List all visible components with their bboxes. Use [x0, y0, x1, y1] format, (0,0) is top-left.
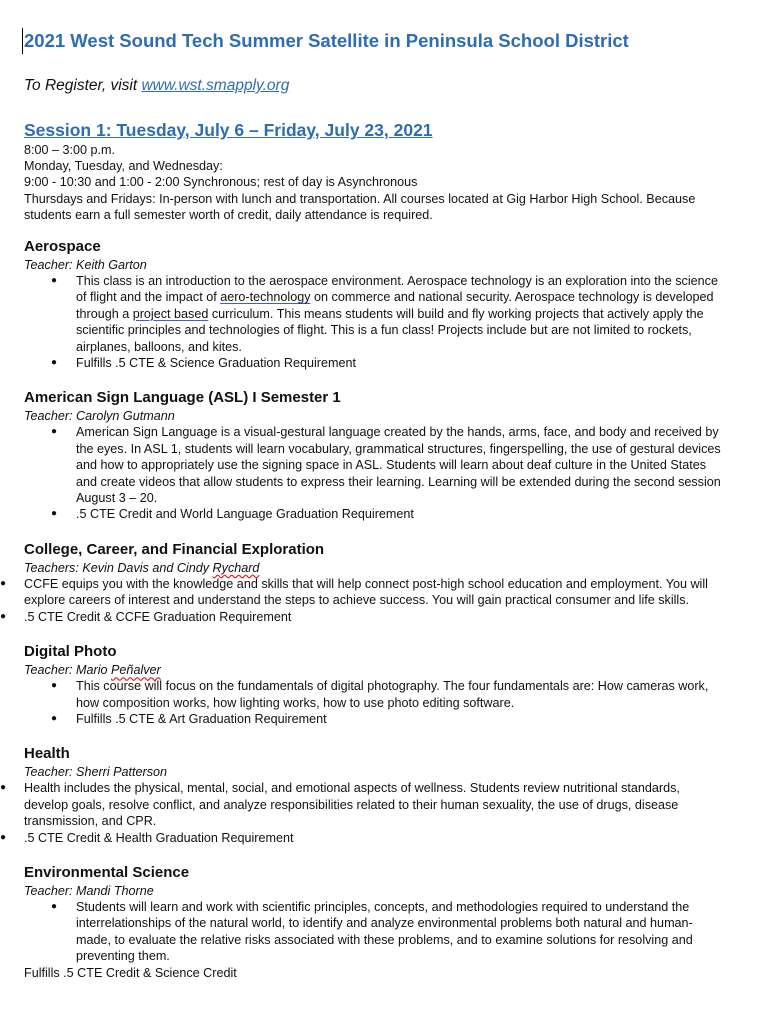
course-health — [24, 744, 724, 846]
register-link[interactable]: www.wst.smapply.org — [141, 77, 290, 94]
register-prefix: To Register, visit — [24, 77, 142, 94]
course-requirement: ● .5 CTE Credit and World Language Graduation Requirement — [24, 506, 724, 522]
course-bullets — [24, 424, 724, 522]
session-hours: 8:00 – 3:00 p.m. — [24, 143, 116, 157]
course-description: ● CCFE equips you with the knowledge and skills that will help connect post-high school education and employment. You will explore careers of interest and understand the steps to achieve success. You will gain practical consumer and life skills. — [24, 576, 724, 609]
course-title: Digital Photo — [24, 643, 117, 661]
course-description: ● Health includes the physical, mental, social, and emotional aspects of wellness. Students review nutritional standards, develop goals, resolve conflict, and analyze responsibilities related to their human sexuality, the use of drugs, disease transmission, and CPR. — [24, 780, 724, 829]
course-title: College, Career, and Financial Exploration — [24, 540, 325, 558]
register-line — [24, 76, 724, 96]
course-teacher: Teacher: Keith Garton — [24, 258, 147, 273]
course-requirement: ● .5 CTE Credit & Health Graduation Requirement — [24, 830, 724, 846]
session-thursday-friday: Thursdays and Fridays: In-person with lunch and transportation. All courses located at Gig Harbor High School. Because students earn a full semester worth of credit, daily attendance is required. — [24, 191, 696, 222]
course-bullets — [24, 273, 724, 371]
document-title: 2021 West Sound Tech Summer Satellite in Peninsula School District — [22, 28, 724, 54]
course-requirement: ● Fulfills .5 CTE & Art Graduation Requirement — [24, 711, 724, 727]
spell-flag: aero-technology — [220, 290, 311, 305]
course-requirement: ● Fulfills .5 CTE & Science Graduation Requirement — [24, 355, 724, 371]
course-teacher: Teacher: Mandi Thorne — [24, 883, 154, 898]
course-requirement: Fulfills .5 CTE Credit & Science Credit — [24, 965, 237, 980]
session-days-mtw: Monday, Tuesday, and Wednesday: — [24, 159, 223, 174]
spell-flag: Peñalver — [111, 663, 161, 678]
course-bullets — [24, 780, 724, 846]
course-teacher: Teacher: Carolyn Gutmann — [24, 409, 175, 424]
course-teacher: Teacher: Sherri Patterson — [24, 765, 168, 780]
course-teacher: Teacher: Mario Peñalver — [24, 663, 161, 678]
course-description: ● Students will learn and work with scientific principles, concepts, and methodologies required to understand the interrelationships of the natural world, to identify and analyze environmental problems both natural and human-made, to evaluate the relative risks associated with these problems, and to examine solutions for resolving and preventing them. — [24, 899, 724, 965]
course-asl — [24, 388, 724, 522]
course-title: Aerospace — [24, 238, 101, 256]
course-title: Health — [24, 745, 70, 763]
session-sync-times: 9:00 - 10:30 and 1:00 - 2:00 Synchronous; rest of day is Asynchronous — [24, 175, 418, 190]
course-bullets — [24, 576, 724, 625]
course-title: Environmental Science — [24, 863, 190, 881]
course-description: ● This class is an introduction to the aerospace environment. Aerospace technology is an exploration into the science of flight and the impact of aero-technology on commerce and national security. Aerospace technology is developed through a project based curriculum. This means students will build and fly working projects that actively apply the scientific principles and technologies of flight. This is a fun class! Projects include but are not limited to rockets, airplanes, balloons, and kites. — [24, 273, 724, 355]
course-aerospace — [24, 237, 724, 371]
course-bullets — [24, 678, 724, 727]
document-page — [24, 28, 724, 981]
spell-flag: Rychard — [212, 560, 260, 575]
course-teacher: Teachers: Kevin Davis and Cindy Rychard — [24, 560, 260, 575]
course-digital-photo — [24, 642, 724, 727]
course-bullets — [24, 899, 724, 965]
course-environmental-science — [24, 863, 724, 981]
course-description: ● This course will focus on the fundamentals of digital photography. The four fundamentals are: How cameras work, how composition works, how lighting works, how to use photo editing software. — [24, 678, 724, 711]
course-ccfe — [24, 540, 724, 625]
course-description: ● American Sign Language is a visual-gestural language created by the hands, arms, face, and body and received by the eyes. In ASL 1, students will learn vocabulary, grammatical structures, fingerspelling, the use of gestural devices and how to appropriately use the signing space in ASL. Students will learn about deaf culture in the United States and create videos that allow students to express their learning. Learning will be extended during the second session August 3 – 20. — [24, 424, 724, 506]
session-title: Session 1: Tuesday, July 6 – Friday, July 23, 2021 — [24, 120, 433, 140]
course-requirement: ● .5 CTE Credit & CCFE Graduation Requirement — [24, 609, 724, 625]
session-info — [24, 142, 724, 223]
spell-flag: project based — [132, 306, 209, 321]
course-title: American Sign Language (ASL) I Semester 1 — [24, 389, 341, 407]
